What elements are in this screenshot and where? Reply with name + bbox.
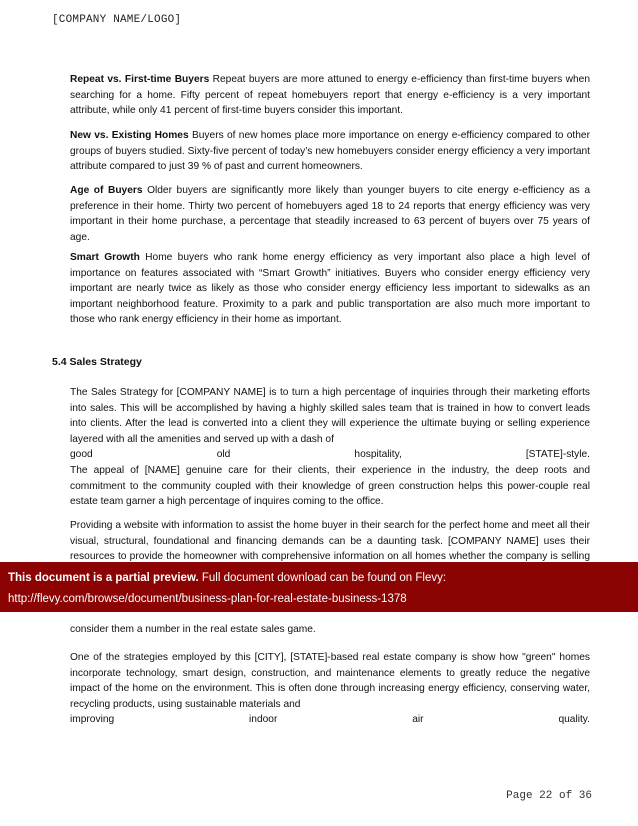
word: improving xyxy=(70,714,115,725)
paragraph-heading: Age of Buyers xyxy=(70,185,143,196)
page-number: Page 22 of 36 xyxy=(506,790,592,802)
paragraph-heading: Repeat vs. First-time Buyers xyxy=(70,74,210,85)
paragraph-new-existing-homes xyxy=(70,128,590,175)
paragraph-smart-growth xyxy=(70,250,590,328)
paragraph-heading: New vs. Existing Homes xyxy=(70,130,189,141)
sales-paragraph-2: The appeal of [NAME] genuine care for their clients, their experience in the industry, the deep roots and commitment to the community coupled with their knowledge of green construction helps this power-couple real estate team garner a high percentage of inquires coming to the office. xyxy=(70,465,590,507)
word: good xyxy=(70,449,93,460)
download-link[interactable]: http://flevy.com/browse/document/business-plan-for-real-estate-business-1378 xyxy=(8,593,407,605)
word: hospitality, xyxy=(354,449,402,460)
word: quality. xyxy=(558,714,590,725)
sales-paragraph-3-tail: consider them a number in the real estate sales game. xyxy=(70,624,316,635)
preview-notice-bold: This document is a partial preview. xyxy=(8,572,199,584)
sales-paragraph-1-last-line xyxy=(70,447,590,463)
word: [STATE]-style. xyxy=(525,449,590,460)
paragraph-heading: Smart Growth xyxy=(70,252,140,263)
sales-paragraph-3: Providing a website with information to assist the home buyer in their search for the perfect home and meet all their visual, structural, foundational and financing demands can be a daunting task. [COMPANY NAME] uses their resources to provide the homeowner with comprehensive information on all homes whether the company is selling xyxy=(70,520,590,562)
sales-paragraph-4-main: One of the strategies employed by this [CITY], [STATE]-based real estate company is show how "green" homes incorporate technology, smart design, construction, and maintenance elements to greatly reduce the negative impact of the home on the environment. This is often done through increasing energy efficiency, conserving water, recycling products, using sustainable materials and xyxy=(70,652,590,710)
word: indoor xyxy=(249,714,278,725)
word: old xyxy=(216,449,231,460)
word: air xyxy=(412,714,424,725)
paragraph-body: Home buyers who rank home energy efficiency as very important also place a high level of importance on features associated with “Smart Growth” initiatives. Buyers who consider energy efficiency very important are nearly twice as likely as those who consider energy efficiency less important to sidewalks as an important neighborhood feature. Proximity to a park and public transportation are also much more important to those who rank energy efficiency in their home as important. xyxy=(70,252,591,325)
paragraph-repeat-buyers xyxy=(70,72,590,119)
sales-paragraph-4-last-line xyxy=(70,712,590,728)
sales-paragraph-4 xyxy=(70,650,590,728)
paragraph-body: Older buyers are significantly more likely than younger buyers to cite energy e-efficiency as a preference in their home. Thirty two percent of homebuyers aged 18 to 24 reports that energy efficiency was very important in their home purchase, a percentage that steadily increased to 63 percent of buyers over 75 years of age. xyxy=(70,185,590,243)
paragraph-body: Repeat buyers are more attuned to energy e-efficiency than first-time buyers when searching for a home. Fifty percent of repeat homebuyers report that energy e-efficiency is a very important attribute, while only 41 percent of first-time buyers consider this important. xyxy=(70,74,590,116)
preview-banner xyxy=(0,562,638,612)
company-name-logo: [COMPANY NAME/LOGO] xyxy=(52,14,182,26)
paragraph-age-of-buyers xyxy=(70,183,590,245)
preview-notice-text: Full document download can be found on Flevy: xyxy=(198,572,447,584)
paragraph-body: Buyers of new homes place more importance on energy e-efficiency compared to other groups of buyers studied. Sixty-five percent of today’s new homebuyers consider energy efficiency a very important attribute compared to just 39 % of past and current homeowners. xyxy=(70,130,590,172)
section-title: 5.4 Sales Strategy xyxy=(52,356,142,368)
sales-paragraph-1-main: The Sales Strategy for [COMPANY NAME] is to turn a high percentage of inquiries through their marketing efforts into sales. This will be accomplished by having a highly skilled sales team that is trained in how to convert leads into clients. After the lead is converted into a client they will experience the ultimate buying or selling experience layered with all the amenities and served up with a dash of xyxy=(70,387,590,445)
preview-notice xyxy=(8,572,446,584)
sales-paragraph-1 xyxy=(70,385,590,463)
